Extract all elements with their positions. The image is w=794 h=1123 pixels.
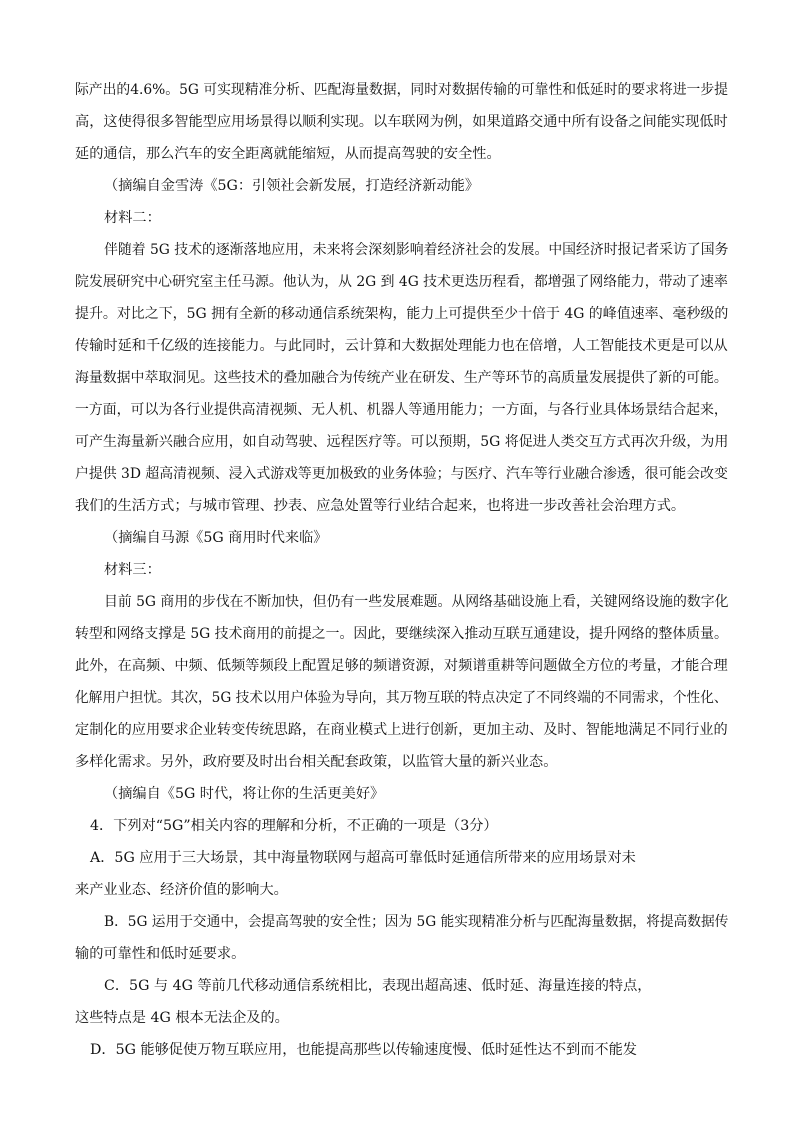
paragraph-line: 定制化的应用要求企业转变传统思路，在商业模式上进行创新，更加主动、及时、智能地满足不同行业的 [75,722,728,738]
paragraph-line: 我们的生活方式；与城市管理、抄表、应急处置等行业结合起来，也将进一步改善社会治理方式。 [75,498,686,514]
paragraph-line: 转型和网络支撑是 5G 技术商用的前提之一。因此，要继续深入推动互联互通建设，提升网络的整体质量。 [75,626,728,642]
paragraph-line: 际产出的4.6%。5G 可实现精准分析、匹配海量数据，同时对数据传输的可靠性和低延时的要求将进一步提 [75,82,728,98]
paragraph-line: 传输时延和千亿级的连接能力。与此同时，云计算和大数据处理能力也在倍增，人工智能技术更是可以从 [75,338,728,354]
option-a: A．5G 应用于三大场景，其中海量物联网与超高可靠低时延通信所带来的应用场景对未 [90,850,636,866]
option-b: B．5G 运用于交通中，会提高驾驶的安全性；因为 5G 能实现精准分析与匹配海量数据，将提高数据传 [104,914,729,930]
paragraph-line: 目前 5G 商用的步伐在不断加快，但仍有一些发展难题。从网络基础设施上看，关键网络设施的数字化 [104,594,729,610]
paragraph-line: 一方面，可以为各行业提供高清视频、无人机、机器人等通用能力；一方面，与各行业具体场景结合起来， [75,402,728,418]
paragraph-line: 多样化需求。另外，政府要及时出台相关配套政策，以监管大量的新兴业态。 [75,754,558,770]
paragraph-line: 提升。对比之下，5G 拥有全新的移动通信系统架构，能力上可提供至少十倍于 4G 的峰值速率、毫秒级的 [75,306,729,322]
option-b-continued: 输的可靠性和低时延要求。 [75,946,246,962]
paragraph-line: 化解用户担忧。其次，5G 技术以用户体验为导向，其万物互联的特点决定了不同终端的不同需求，个性化、 [75,690,728,706]
paragraph-line: 此外，在高频、中频、低频等频段上配置足够的频谱资源，对频谱重耕等问题做全方位的考量，才能合理 [75,658,728,674]
section-heading: 材料二： [104,210,161,226]
source-citation: （摘编自金雪涛《5G：引领社会新发展，打造经济新动能》 [104,178,480,194]
paragraph-line: 延的通信，那么汽车的安全距离就能缩短，从而提高驾驶的安全性。 [75,146,501,162]
section-heading: 材料三： [104,562,161,578]
paragraph-line: 海量数据中萃取洞见。这些技术的叠加融合为传统产业在研发、生产等环节的高质量发展提供了新的可能。 [75,370,728,386]
paragraph-line: 院发展研究中心研究室主任马源。他认为，从 2G 到 4G 技术更迭历程看，都增强了网络能力，带动了速率 [75,274,728,290]
option-c-continued: 这些特点是 4G 根本无法企及的。 [75,1010,289,1026]
option-a-continued: 来产业业态、经济价值的影响大。 [75,882,288,898]
option-c: C．5G 与 4G 等前几代移动通信系统相比，表现出超高速、低时延、海量连接的特点， [104,978,652,994]
source-citation: （摘编自《5G 时代，将让你的生活更美好》 [104,786,385,802]
paragraph-line: 可产生海量新兴融合应用，如自动驾驶、远程医疗等。可以预期，5G 将促进人类交互方式再次升级，为用 [75,434,729,450]
source-citation: （摘编自马源《5G 商用时代来临》 [104,530,328,546]
option-d: D．5G 能够促使万物互联应用，也能提高那些以传输速度慢、低时延性达不到而不能发 [90,1042,637,1058]
paragraph-line: 户提供 3D 超高清视频、浸入式游戏等更加极致的业务体验；与医疗、汽车等行业融合渗透，很可能会改变 [75,466,728,482]
paragraph-line: 高，这使得很多智能型应用场景得以顺利实现。以车联网为例，如果道路交通中所有设备之间能实现低时 [75,114,728,130]
question-stem: 4．下列对“5G”相关内容的理解和分析，不正确的一项是（3分） [90,818,498,834]
paragraph-line: 伴随着 5G 技术的逐渐落地应用，未来将会深刻影响着经济社会的发展。中国经济时报记者采访了国务 [104,242,729,258]
